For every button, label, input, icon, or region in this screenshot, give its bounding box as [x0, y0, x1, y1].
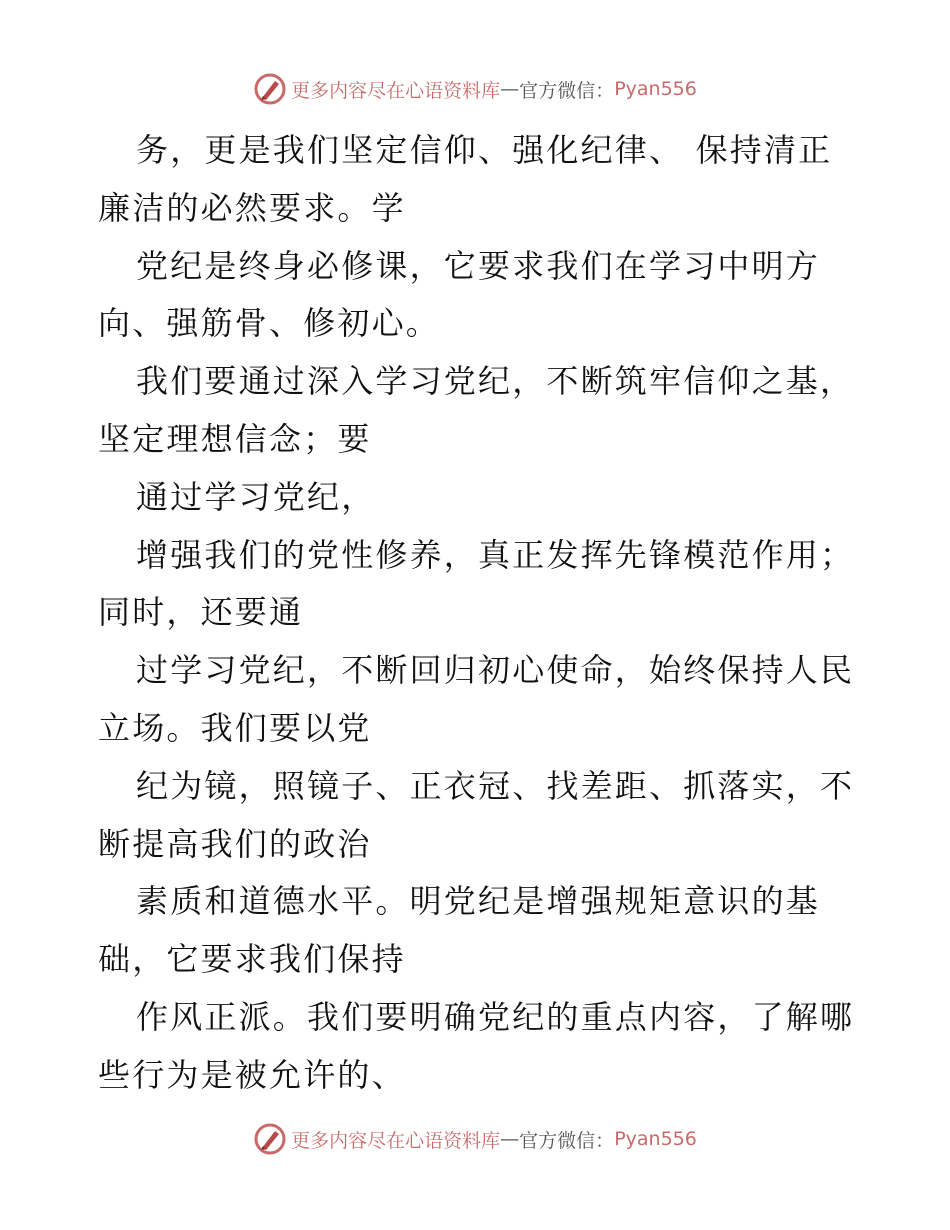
paragraph-line: 我们要通过深入学习党纪，不断筑牢信仰之基，	[136, 362, 855, 401]
paragraph-line: 廉洁的必然要求。学	[98, 188, 406, 227]
watermark-official: 官方微信：	[519, 79, 615, 102]
footer-watermark	[0, 1121, 950, 1157]
header-watermark	[0, 71, 950, 107]
paragraph-line: 同时，还要通	[98, 593, 304, 632]
paragraph-line: 过学习党纪，不断回归初心使命，始终保持人民	[136, 651, 855, 690]
watermark-brand: 更多内容尽在心语资料库	[291, 79, 501, 102]
document-body	[98, 122, 858, 1105]
watermark-wechat-id: Pyan556	[614, 78, 697, 100]
paragraph-line: 向、强筋骨、修初心。	[98, 304, 441, 343]
paragraph-line: 础，它要求我们保持	[98, 940, 406, 979]
watermark-separator: —	[500, 78, 520, 100]
paragraph-line: 党纪是终身必修课，它要求我们在学习中明方	[136, 246, 821, 285]
paragraph-line: 通过学习党纪，	[136, 477, 376, 516]
quill-pen-circle-icon	[253, 72, 287, 106]
quill-pen-circle-icon	[253, 1122, 287, 1156]
watermark-wechat-id: Pyan556	[614, 1128, 697, 1150]
paragraph-line: 纪为镜，照镜子、正衣冠、找差距、抓落实，不	[136, 766, 855, 805]
watermark-separator: —	[500, 1128, 520, 1150]
paragraph-line: 增强我们的党性修养，真正发挥先锋模范作用；	[136, 535, 855, 574]
paragraph-line: 断提高我们的政治	[98, 824, 372, 863]
paragraph-line: 作风正派。我们要明确党纪的重点内容，了解哪	[136, 997, 855, 1036]
watermark-official: 官方微信：	[519, 1129, 615, 1152]
paragraph-line: 素质和道德水平。明党纪是增强规矩意识的基	[136, 882, 821, 921]
watermark-brand: 更多内容尽在心语资料库	[291, 1129, 501, 1152]
paragraph-line: 些行为是被允许的、	[98, 1055, 406, 1094]
paragraph-line: 立场。我们要以党	[98, 708, 372, 747]
paragraph-line: 务，更是我们坚定信仰、强化纪律、 保持清正	[136, 131, 833, 169]
paragraph-line: 坚定理想信念；要	[98, 419, 372, 458]
